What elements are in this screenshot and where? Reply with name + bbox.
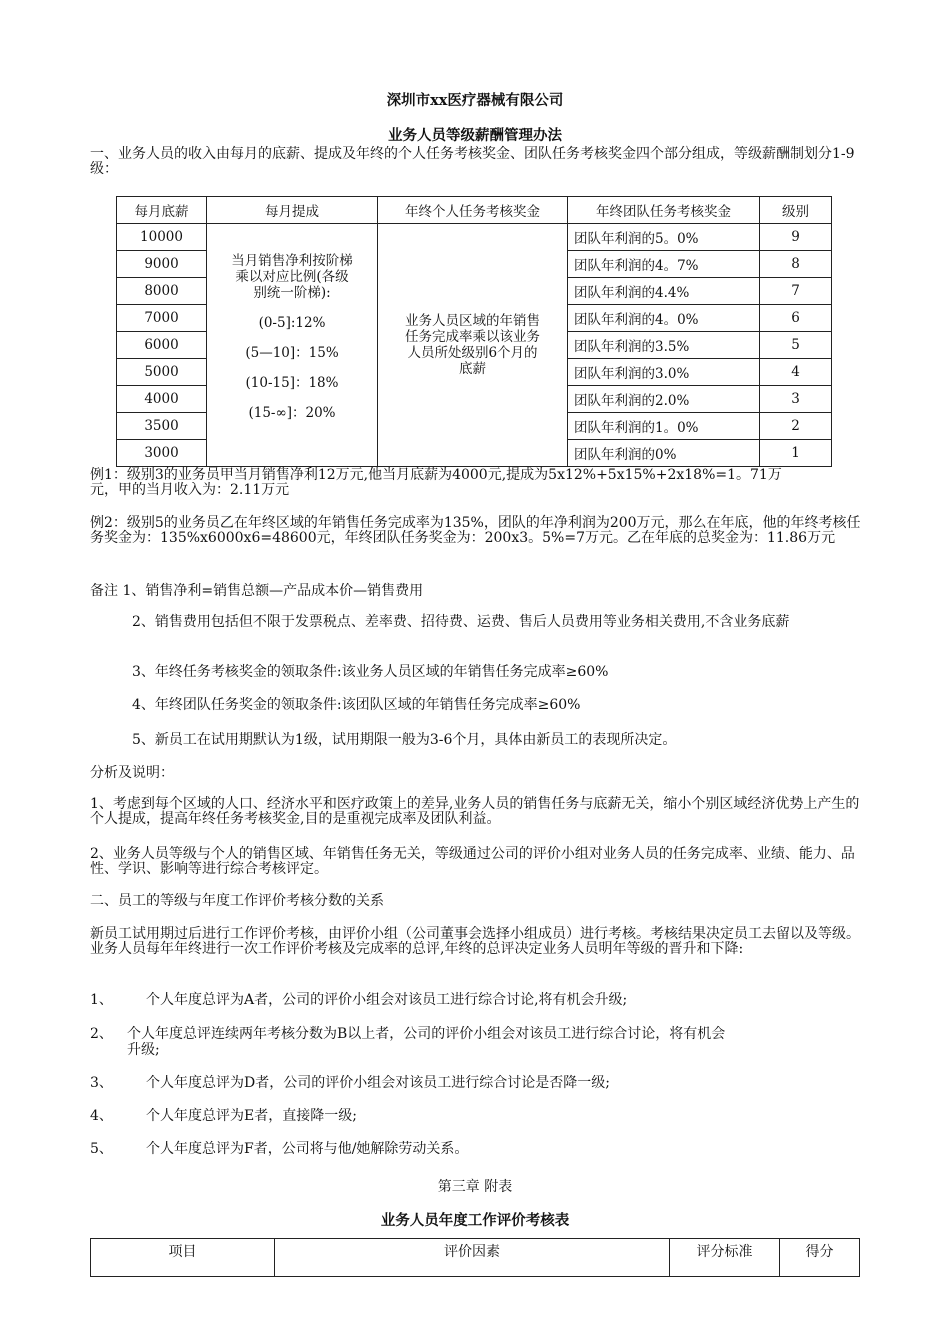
rule-number: 5、 xyxy=(90,1141,113,1157)
personal-bonus-cell xyxy=(378,224,568,467)
evaluation-table xyxy=(90,1238,860,1277)
company-title: 深圳市xx医疗器械有限公司 xyxy=(386,92,564,109)
header-base-salary: 每月底薪 xyxy=(117,197,207,224)
header-team-bonus: 年终团队任务考核奖金 xyxy=(568,197,760,224)
rule-text: 个人年度总评为F者，公司将与他/她解除劳动关系。 xyxy=(146,1141,469,1157)
analysis-2: 2、业务人员等级与个人的销售区域、年销售任务无关，等级通过公司的评价小组对业务人员的任务完成率、业绩、能力、品性、学识、影响等进行综合考核评定。 xyxy=(90,846,855,877)
base-salary-cell: 7000 xyxy=(117,305,207,332)
commission-tier: (0-5]:12% xyxy=(258,315,326,331)
base-salary-cell: 3500 xyxy=(117,413,207,440)
header-score: 得分 xyxy=(780,1239,860,1277)
team-bonus-cell: 团队年利润的1。0% xyxy=(568,413,760,440)
header-evaluation-factor: 评价因素 xyxy=(275,1239,670,1277)
team-bonus-cell: 团队年利润的2.0% xyxy=(568,386,760,413)
rule-number: 3、 xyxy=(90,1075,113,1091)
header-personal-bonus: 年终个人任务考核奖金 xyxy=(378,197,568,224)
level-cell: 6 xyxy=(760,305,832,332)
commission-tier: (10-15]：18% xyxy=(245,375,339,391)
rule-number: 4、 xyxy=(90,1108,113,1124)
team-bonus-cell: 团队年利润的3.5% xyxy=(568,332,760,359)
table-header-row xyxy=(91,1239,860,1277)
commission-line: 别统一阶梯): xyxy=(253,285,331,301)
base-salary-cell: 3000 xyxy=(117,440,207,467)
commission-tier: (5—10]：15% xyxy=(245,345,339,361)
header-scoring-standard: 评分标准 xyxy=(670,1239,780,1277)
base-salary-cell: 5000 xyxy=(117,359,207,386)
team-bonus-cell: 团队年利润的3.0% xyxy=(568,359,760,386)
salary-level-table xyxy=(116,196,832,467)
base-salary-cell: 10000 xyxy=(117,224,207,251)
team-bonus-cell: 团队年利润的0% xyxy=(568,440,760,467)
rule-text: 个人年度总评为A者，公司的评价小组会对该员工进行综合讨论,将有机会升级; xyxy=(146,992,628,1008)
chapter-3-heading: 第三章 附表 xyxy=(437,1179,513,1195)
note-5: 5、新员工在试用期默认为1级，试用期限一般为3-6个月，具体由新员工的表现所决定。 xyxy=(132,732,677,748)
level-cell: 3 xyxy=(760,386,832,413)
example-1: 例1：级别3的业务员甲当月销售净利12万元,他当月底薪为4000元,提成为5x12%+5x15%+2x18%=1。71万元，甲的当月收入为：2.11万元 xyxy=(90,467,782,498)
level-cell: 2 xyxy=(760,413,832,440)
level-cell: 9 xyxy=(760,224,832,251)
note-2: 2、销售费用包括但不限于发票税点、差率费、招待费、运费、售后人员费用等业务相关费用,不含业务底薪 xyxy=(132,614,790,630)
base-salary-cell: 8000 xyxy=(117,278,207,305)
evaluation-table-title: 业务人员年度工作评价考核表 xyxy=(380,1212,570,1229)
intro-paragraph: 一、业务人员的收入由每月的底薪、提成及年终的个人任务考核奖金、团队任务考核奖金四个部分组成，等级薪酬制划分1-9级： xyxy=(90,146,855,177)
commission-line: 乘以对应比例(各级 xyxy=(235,269,349,285)
team-bonus-cell: 团队年利润的4。7% xyxy=(568,251,760,278)
analysis-1: 1、考虑到每个区域的人口、经济水平和医疗政策上的差异,业务人员的销售任务与底薪无关，缩小个别区域经济优势上产生的个人提成，提高年终任务考核奖金,目的是重视完成率及团队利益。 xyxy=(90,796,860,827)
analysis-heading: 分析及说明： xyxy=(90,765,174,781)
header-commission: 每月提成 xyxy=(207,197,378,224)
team-bonus-cell: 团队年利润的4。0% xyxy=(568,305,760,332)
commission-line: 当月销售净利按阶梯 xyxy=(231,253,353,269)
document-title: 业务人员等级薪酬管理办法 xyxy=(388,127,562,144)
note-4: 4、年终团队任务奖金的领取条件:该团队区域的年销售任务完成率≥60% xyxy=(132,697,581,713)
personal-bonus-line: 业务人员区域的年销售 xyxy=(405,313,540,329)
level-cell: 1 xyxy=(760,440,832,467)
commission-cell xyxy=(207,224,378,467)
example-2: 例2：级别5的业务员乙在年终区域的年销售任务完成率为135%，团队的年净利润为200万元，那么在年底，他的年终考核任务奖金为：135%x6000x6=48600元，年终团队任务奖金为：200x3。5%=7万元。乙在年底的总奖金为：11.86万元 xyxy=(90,515,861,546)
rule-text-continued: 升级; xyxy=(127,1042,160,1058)
base-salary-cell: 4000 xyxy=(117,386,207,413)
rule-text: 个人年度总评连续两年考核分数为B以上者，公司的评价小组会对该员工进行综合讨论，将有机会 xyxy=(127,1026,726,1042)
personal-bonus-line: 任务完成率乘以该业务 xyxy=(405,329,540,345)
personal-bonus-line: 底薪 xyxy=(459,361,486,377)
level-cell: 5 xyxy=(760,332,832,359)
team-bonus-cell: 团队年利润的5。0% xyxy=(568,224,760,251)
rule-text: 个人年度总评为E者，直接降一级; xyxy=(146,1108,357,1124)
base-salary-cell: 9000 xyxy=(117,251,207,278)
rule-number: 1、 xyxy=(90,992,113,1008)
note-3: 3、年终任务考核奖金的领取条件:该业务人员区域的年销售任务完成率≥60% xyxy=(132,664,609,680)
level-cell: 7 xyxy=(760,278,832,305)
note-1: 备注 1、销售净利=销售总额—产品成本价—销售费用 xyxy=(90,583,424,599)
table-header-row xyxy=(117,197,832,224)
level-cell: 8 xyxy=(760,251,832,278)
level-cell: 4 xyxy=(760,359,832,386)
header-item: 项目 xyxy=(91,1239,275,1277)
personal-bonus-line: 人员所处级别6个月的 xyxy=(407,345,538,361)
commission-tier: (15-∞]：20% xyxy=(248,405,336,421)
base-salary-cell: 6000 xyxy=(117,332,207,359)
section-2-heading: 二、员工的等级与年度工作评价考核分数的关系 xyxy=(90,893,384,909)
rule-text: 个人年度总评为D者，公司的评价小组会对该员工进行综合讨论是否降一级; xyxy=(146,1075,610,1091)
table-row xyxy=(117,224,832,251)
rule-number: 2、 xyxy=(90,1026,113,1042)
header-level: 级别 xyxy=(760,197,832,224)
team-bonus-cell: 团队年利润的4.4% xyxy=(568,278,760,305)
section-2-text: 新员工试用期过后进行工作评价考核，由评价小组（公司董事会选择小组成员）进行考核。考核结果决定员工去留以及等级。业务人员每年年终进行一次工作评价考核及完成率的总评,年终的总评决定业务人员明年等级的晋升和下降: xyxy=(90,926,860,957)
